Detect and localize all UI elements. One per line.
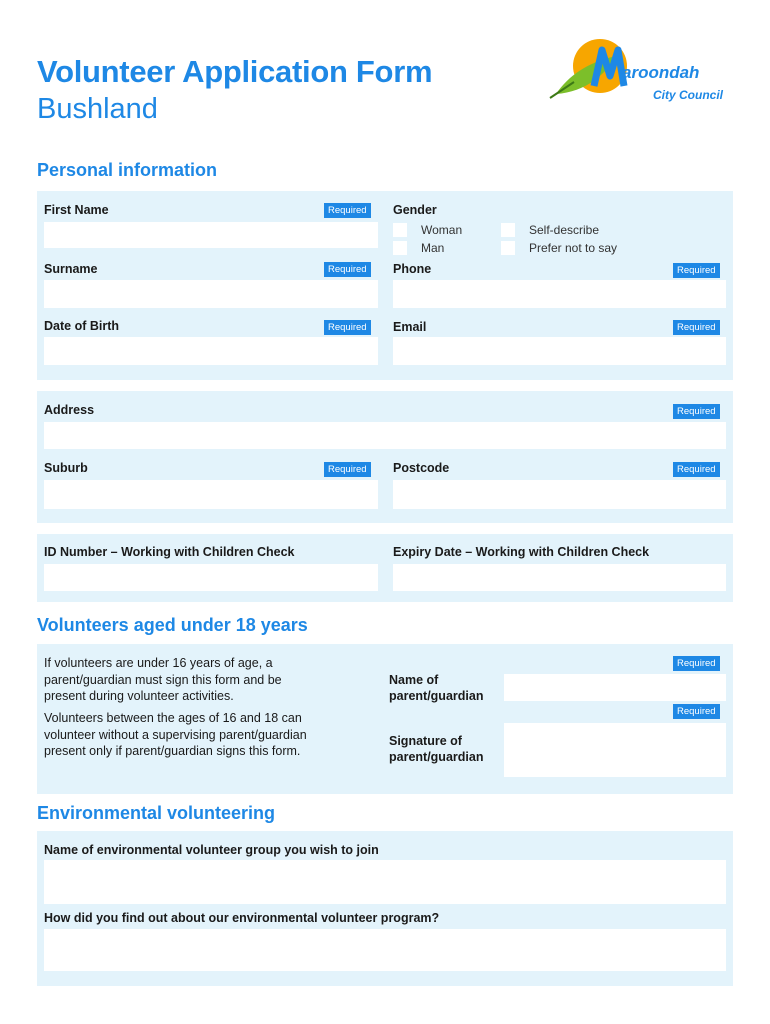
under18-heading: Volunteers aged under 18 years (37, 615, 308, 635)
checkbox[interactable] (501, 241, 515, 255)
wwcc-panel (37, 534, 733, 602)
find-out-label: How did you find out about our environmental volunteer program? (44, 911, 440, 925)
phone-required-badge: Required (673, 263, 720, 278)
volunteer-group-label: Name of environmental volunteer group you wish to join (44, 843, 379, 857)
postcode-field[interactable] (393, 480, 726, 509)
postcode-required-badge: Required (673, 462, 720, 477)
email-label: Email (393, 320, 427, 334)
wwcc-id-field[interactable] (44, 564, 378, 591)
environmental-panel (37, 831, 733, 986)
checkbox[interactable] (393, 223, 407, 237)
first-name-label: First Name (44, 203, 109, 217)
address-label: Address (44, 403, 95, 417)
phone-field[interactable] (393, 280, 726, 308)
find-out-field[interactable] (44, 929, 726, 971)
first-name-required-badge: Required (324, 203, 371, 218)
logo-subtext: City Council (653, 88, 724, 102)
address-field[interactable] (44, 422, 726, 449)
email-field[interactable] (393, 337, 726, 365)
postcode-label: Postcode (393, 461, 450, 475)
under18-panel (37, 644, 733, 794)
dob-required-badge: Required (324, 320, 371, 335)
gender-label: Gender (393, 203, 437, 217)
environmental-heading: Environmental volunteering (37, 803, 276, 823)
dob-field[interactable] (44, 337, 378, 365)
suburb-label: Suburb (44, 461, 88, 475)
logo-wordmark: aroondah (622, 63, 700, 82)
email-required-badge: Required (673, 320, 720, 335)
address-panel (37, 391, 733, 523)
wwcc-id-label: ID Number – Working with Children Check (44, 545, 295, 559)
parent-name-label: Name of parent/guardian (389, 673, 484, 703)
checkbox[interactable] (501, 223, 515, 237)
checkbox[interactable] (393, 241, 407, 255)
under18-paragraph-2: Volunteers between the ages of 16 and 18 can volunteer without a supervising parent/guardian present only if parent/guardian signs this form. (44, 711, 307, 758)
gender-option-woman[interactable]: Woman (393, 223, 462, 237)
gender-option-man[interactable]: Man (393, 241, 444, 255)
suburb-required-badge: Required (324, 462, 371, 477)
dob-label: Date of Birth (44, 319, 119, 333)
address-required-badge: Required (673, 404, 720, 419)
parent-signature-label: Signature of parent/guardian (389, 734, 484, 764)
personal-info-panel (37, 191, 733, 380)
surname-required-badge: Required (324, 262, 371, 277)
suburb-field[interactable] (44, 480, 378, 509)
wwcc-expiry-field[interactable] (393, 564, 726, 591)
surname-field[interactable] (44, 280, 378, 308)
gender-option-self-describe[interactable]: Self-describe (501, 223, 599, 237)
personal-info-heading: Personal information (37, 160, 218, 180)
gender-option-prefer-not[interactable]: Prefer not to say (501, 241, 617, 255)
parent-signature-required-badge: Required (673, 704, 720, 719)
form-subtitle: Bushland (37, 93, 158, 125)
phone-label: Phone (393, 262, 432, 276)
volunteer-group-field[interactable] (44, 860, 726, 904)
parent-signature-field[interactable] (504, 723, 726, 777)
under18-paragraph-1: If volunteers are under 16 years of age, a parent/guardian must sign this form and be present during volunteer activities. (44, 656, 282, 703)
parent-name-required-badge: Required (673, 656, 720, 671)
parent-name-field[interactable] (504, 674, 726, 701)
form-title: Volunteer Application Form (37, 54, 433, 89)
surname-label: Surname (44, 262, 98, 276)
wwcc-expiry-label: Expiry Date – Working with Children Check (393, 545, 650, 559)
first-name-field[interactable] (44, 222, 378, 248)
